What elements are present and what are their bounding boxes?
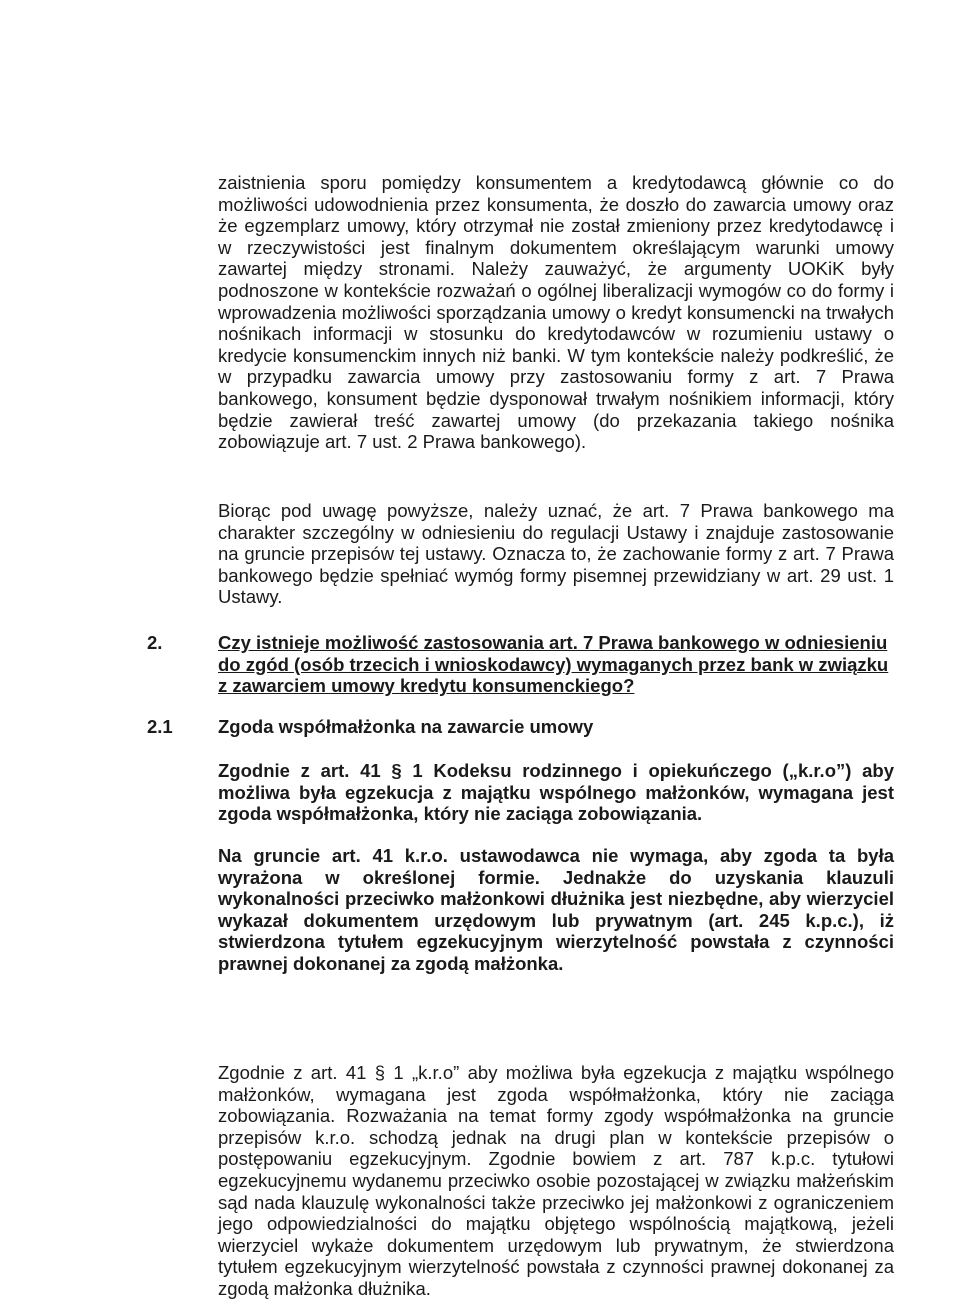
section-number-2: 2. [147,632,163,653]
section-heading-2-1: Zgoda współmałżonka na zawarcie umowy [218,716,594,737]
section-number-2-1: 2.1 [147,716,173,737]
section-heading-2: Czy istnieje możliwość zastosowania art. 7 Prawa bankowego w odniesieniu do zgód (osób trzecich i wnioskodawcy) wymaganych przez bank w związku z zawarciem umowy kredytu konsumenckiego? [218,632,889,697]
paragraph-special-character: Biorąc pod uwagę powyższe, należy uznać, że art. 7 Prawa bankowego ma charakter szczególny w odniesieniu do regulacji Ustawy i znajduje zastosowanie na gruncie przepisów tej ustawy. Oznacza to, że zachowanie formy z art. 7 Prawa bankowego będzie spełniać wymóg formy pisemnej przewidziany w art. 29 ust. 1 Ustawy. [218,500,894,608]
paragraph-enforcement-clause: Zgodnie z art. 41 § 1 „k.r.o” aby możliwa była egzekucja z majątku wspólnego małżonków, wymagana jest zgoda współmałżonka, który nie zaciąga zobowiązania. Rozważania na temat formy zgody współmałżonka na gruncie przepisów k.r.o. schodzą jednak na drugi plan w kontekście przepisów o postępowaniu egzekucyjnym. Zgodnie bowiem z art. 787 k.p.c. tytułowi egzekucyjnemu wydanemu przeciwko osobie pozostającej w związku małżeńskim sąd nada klauzulę wykonalności także przeciwko jej małżonkowi z ograniczeniem jego odpowiedzialności do majątku objętego wspólnością majątkową, jeżeli wierzyciel wykaże dokumentem urzędowym lub prywatnym, że stwierdzona tytułem egzekucyjnym wierzytelność powstała z czynności prawnej dokonanej za zgodą małżonka dłużnika. [218,1062,894,1299]
paragraph-consumer-dispute: zaistnienia sporu pomiędzy konsumentem a kredytodawcą głównie co do możliwości udowodnienia przez konsumenta, że doszło do zawarcia umowy oraz że egzemplarz umowy, który otrzymał nie został zmieniony przez kredytodawcę i w rzeczywistości jest finalnym dokumentem określającym warunki umowy zawartej między stronami. Należy zauważyć, że argumenty UOKiK były podnoszone w kontekście rozważań o ogólnej liberalizacji wymogów co do formy i wprowadzenia możliwości sporządzania umowy o kredyt konsumencki na trwałych nośnikach informacji w stosunku do kredytodawców w rozumieniu ustawy o kredycie konsumenckim innych niż banki. W tym kontekście należy podkreślić, że w przypadku zawarcia umowy przy zastosowaniu formy z art. 7 Prawa bankowego, konsument będzie dysponował trwałym nośnikiem informacji, który będzie zawierał treść zawartej umowy (do przekazania takiego nośnika zobowiązuje art. 7 ust. 2 Prawa bankowego). [218,172,894,453]
paragraph-form-of-consent-bold: Na gruncie art. 41 k.r.o. ustawodawca nie wymaga, aby zgoda ta była wyrażona w określonej formie. Jednakże do uzyskania klauzuli wykonalności przeciwko małżonkowi dłużnika jest niezbędne, aby wierzyciel wykazał dokumentem urzędowym lub prywatnym (art. 245 k.p.c.), iż stwierdzona tytułem egzekucyjnym wierzytelność powstała z czynności prawnej dokonanej za zgodą małżonka. [218,845,894,974]
paragraph-spouse-consent-bold: Zgodnie z art. 41 § 1 Kodeksu rodzinnego i opiekuńczego („k.r.o”) aby możliwa była egzekucja z majątku wspólnego małżonków, wymagana jest zgoda współmałżonka, który nie zaciąga zobowiązania. [218,760,894,825]
